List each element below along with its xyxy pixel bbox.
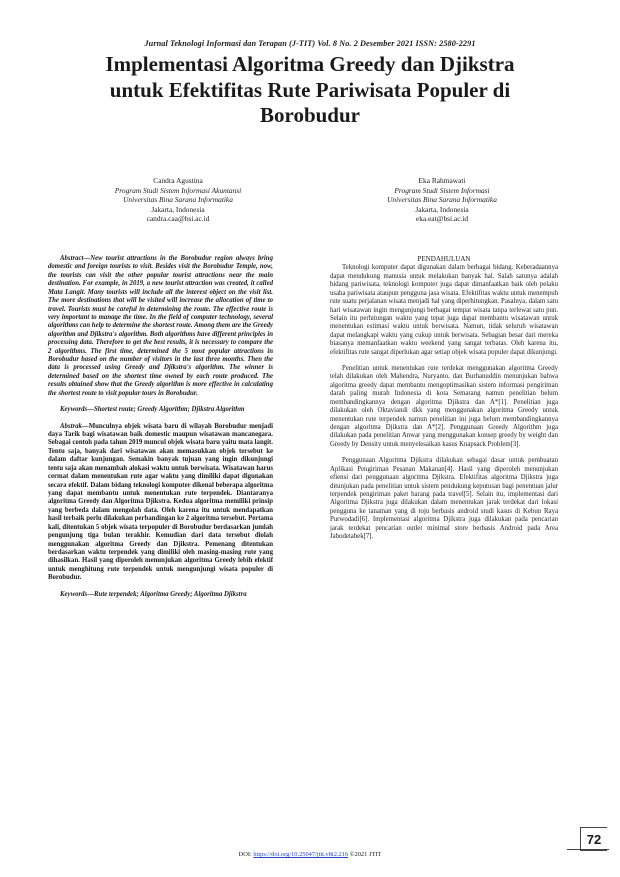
author-name: Eka Rahmawati	[418, 176, 466, 185]
doi-link[interactable]: https://doi.org/10.25047/jtit.v8i2.216	[253, 851, 349, 858]
section-heading: PENDAHULUAN	[417, 255, 471, 263]
right-column	[330, 255, 558, 542]
author-email: candra.caa@bsi.ac.id	[146, 214, 210, 224]
keywords-label: Keywords—	[60, 590, 94, 598]
author-city: Jakarta, Indonesia	[415, 204, 469, 214]
body-paragraph: Penelitian untuk menentukan rute terdekat menggunakan algoritma Greedy telah dilakukan oleh Mahendra, Nuryanto, dan Burhanuddin menunjukan bahwa algoritma greedy dapat membantu mengoptimasikan sistem informasi pengiriman darah paling murah Indonesia di kota Semarang namun penelitian belum membandingkannya dengan algoritma Djikstra dan A*[1]. Penelitian juga dilakukan oleh Oktaviandi dkk yang menggunakan algoritma Greedy untuk menentukan rute terpendek namun penelitian ini juga belum membandingkannya dengan algoritma Djikstra dan A*[2]. Penggunaan Greedy Algorithm juga dilakukan pada penelitian Anwar yang menggunakan konsep greedy by weight dan Greedy by Density untuk menyelesaikan kasus Knapsack Problem[3].	[330, 365, 558, 448]
abstrak-label: Abstrak—	[60, 422, 89, 430]
author-city: Jakarta, Indonesia	[151, 204, 205, 214]
page-number-rule	[567, 849, 609, 850]
paper-title	[40, 52, 580, 129]
title-line: untuk Efektifitas Rute Pariwisata Populer di	[109, 77, 511, 102]
abstract-english	[48, 255, 273, 398]
author-program: Program Studi Sistem Informasi Akuntansi	[114, 185, 242, 195]
abstrak-text: Munculnya objek wisata baru di wilayah Borobudur menjadi daya Tarik bagi wisatawan baik domestic maupun wisatawan mancanegara. Sebagai contoh pada tahun 2019 muncul objek wisata baru yaitu mata langit. Tentu saja, banyak dari wisatawan akan memasukkan objek tersebut ke dalam daftar kunjungan. Semakin banyak tujuan yang ingin dikunjungi tentu saja akan menambah alokasi waktu untuk berwisata. Wisatawan harus cermat dalam menentukan rute agar waktu yang dimiliki dapat digunakan secara efektif. Dalam bidang teknologi komputer dikenal beberapa algoritma yang dapat membantu untuk menentukan rute terpendek. Diantaranya algoritma Greedy dan Algoritma Djikstra. Kedua algoritma memiliki prinsip yang berbeda dalam mengolah data. Oleh karena itu untuk mendapatkan hasil terbaik perlu dilakukan perbandingan ke 2 algoritma tersebut. Pertama kali, ditentukan 5 objek wisata terpopuler di Borobudur berdasarkan jumlah pengunjung tiga bulan terakhir. Kemudian dari data tersebut diolah menggunakan algoritma Greedy dan Djikstra. Pemenang ditentukan berdasarkan waktu terpendek yang dimiliki oleh masing-masing rute yang dihasilkan. Hasil yang diperoleh menunjukan algoritma Greedy lebih efektif untuk menghitung rute terpendek untuk mengunjungi wisata populer di Borobudur.	[48, 422, 273, 582]
title-line: Borobudur	[260, 103, 360, 127]
page-number: 72	[580, 827, 607, 851]
page-footer	[0, 851, 620, 858]
left-column	[48, 255, 273, 599]
author-university: Universitas Bina Sarana Informatika	[387, 195, 497, 205]
author-block-1	[73, 176, 283, 224]
keywords-indonesian	[48, 591, 273, 599]
abstract-indonesian	[48, 423, 273, 583]
author-email: eka.eat@bsi.ac.id	[415, 214, 469, 224]
author-university: Universitas Bina Sarana Informatika	[123, 195, 233, 205]
abstract-label: Abstract—	[60, 255, 91, 262]
keywords-text: Rute terpendek; Algoritma Greedy; Algoritma Djikstra	[94, 590, 247, 598]
journal-header: Jurnal Teknologi Informasi dan Terapan (J-TIT) Vol. 8 No. 2 Desember 2021 ISSN: 2580-2291	[144, 39, 476, 48]
author-block-2	[337, 176, 547, 224]
author-program: Program Studi Sistem Informasi	[394, 185, 490, 195]
abstract-text: New tourist attractions in the Borobudur region always bring domestic and foreign tourists to visit. Besides visit the Borobudur Temple, now, the tourists can visit the other popular tourist attractions near the main destination. For example, in 2019, a new tourist attraction was created, it called Mata Langit. Many tourists will include all the interest object on the visit list. The more destinations that will be visited will increase the allocation of time to travel. Tourists must be careful in determining the route. The effective route is very important to manage the time. In the field of computer technology, several algorithms can help to determine the shortest route. Among them are the Greedy algorithm and Djikstra's algorithm. Both algorithms have different principles in processing data. Therefore to get the best results, it is necessary to compare the 2 algorithms. The first time, determined the 5 most popular attractions in Borobudur based on the number of visitors in the last three months. Then the data is processed using Greedy and Djikstra's algorithm. The winner is determined based on the shortest time owned by each route produced. The results obtained show that the Greedy algorithm is more effective in calculating the shortest route to visit popular tours in Borobudur.	[48, 255, 273, 397]
author-name: Candra Agustina	[153, 176, 203, 185]
keywords-text: Shortest route; Greedy Algorithm; Djikstra Algorithm	[94, 406, 245, 414]
title-line: Implementasi Algoritma Greedy dan Djikstra	[105, 52, 515, 76]
copyright: ©2021 JTIT	[348, 851, 382, 858]
body-paragraph: Teknologi komputer dapat digunakan dalam berbagai bidang. Keberadaannya dapat mendukung manusia untuk melakukan banyak hal. Salah satunya adalah bidang pariwisata, teknologi komputer juga dapat dimanfaatkan baik oleh pelaku usaha pariwisata ataupun pengguna jasa wisata. Efektifitas waktu untuk menempuh rute suatu perjalanan wisata menjadi hal yang diperhitungkan. Pasalnya, dalam satu hari wisatawan ingin mengunjungi berbagai tempat wisata tanpa terlewat satu pun. Selain itu perhitungan waktu yang tepat juga dapat membantu wisatawan untuk menentukan estimasi waktu untuk berwisata. Namun, tidak seluruh wisatawan dapat melangkapi waktu yang cukup untuk berwisata. Sebagian besar dari mereka biasanya memanfaatkan waktu weekend yang sangat terbatas. Oleh karena itu, efektifitas rute sangat diperlukan agar setiap objek wisata populer dapat dikunjungi.	[330, 264, 558, 356]
doi-label: DOI:	[238, 851, 254, 858]
keywords-label: Keywords—	[60, 406, 94, 414]
body-paragraph: Penggunaan Algoritma Djikstra dilakukan sebagai dasar untuk pembuatan Aplikasi Pengiriman Pesanan Makanan[4]. Hasil yang diperoleh menunjukan efiensi dari penggunaan algoritma Djikstra. Efektifitas algoritma Djikstra juga ditunjukan pada penelitian untuk sistem pendukung keputusan bagi penentuan jalur terpendek pengiriman paket barang pada travel[5]. Selain itu, implementasi dari Algoritma Djikstra juga dilakukan dalam menentukan jarak terdekat dari lokasi pengguna ke tanaman yang di toju berbasis android studi kasus di Kebun Raya Purwodadi[6]. Implementasi algoritma Djikstra juga dilakukan pada pencarian jarak terdekat pencarian outlet minimal store berbasis Android pada Area Jabodetabek[7].	[330, 457, 558, 541]
keywords-english	[48, 406, 273, 414]
